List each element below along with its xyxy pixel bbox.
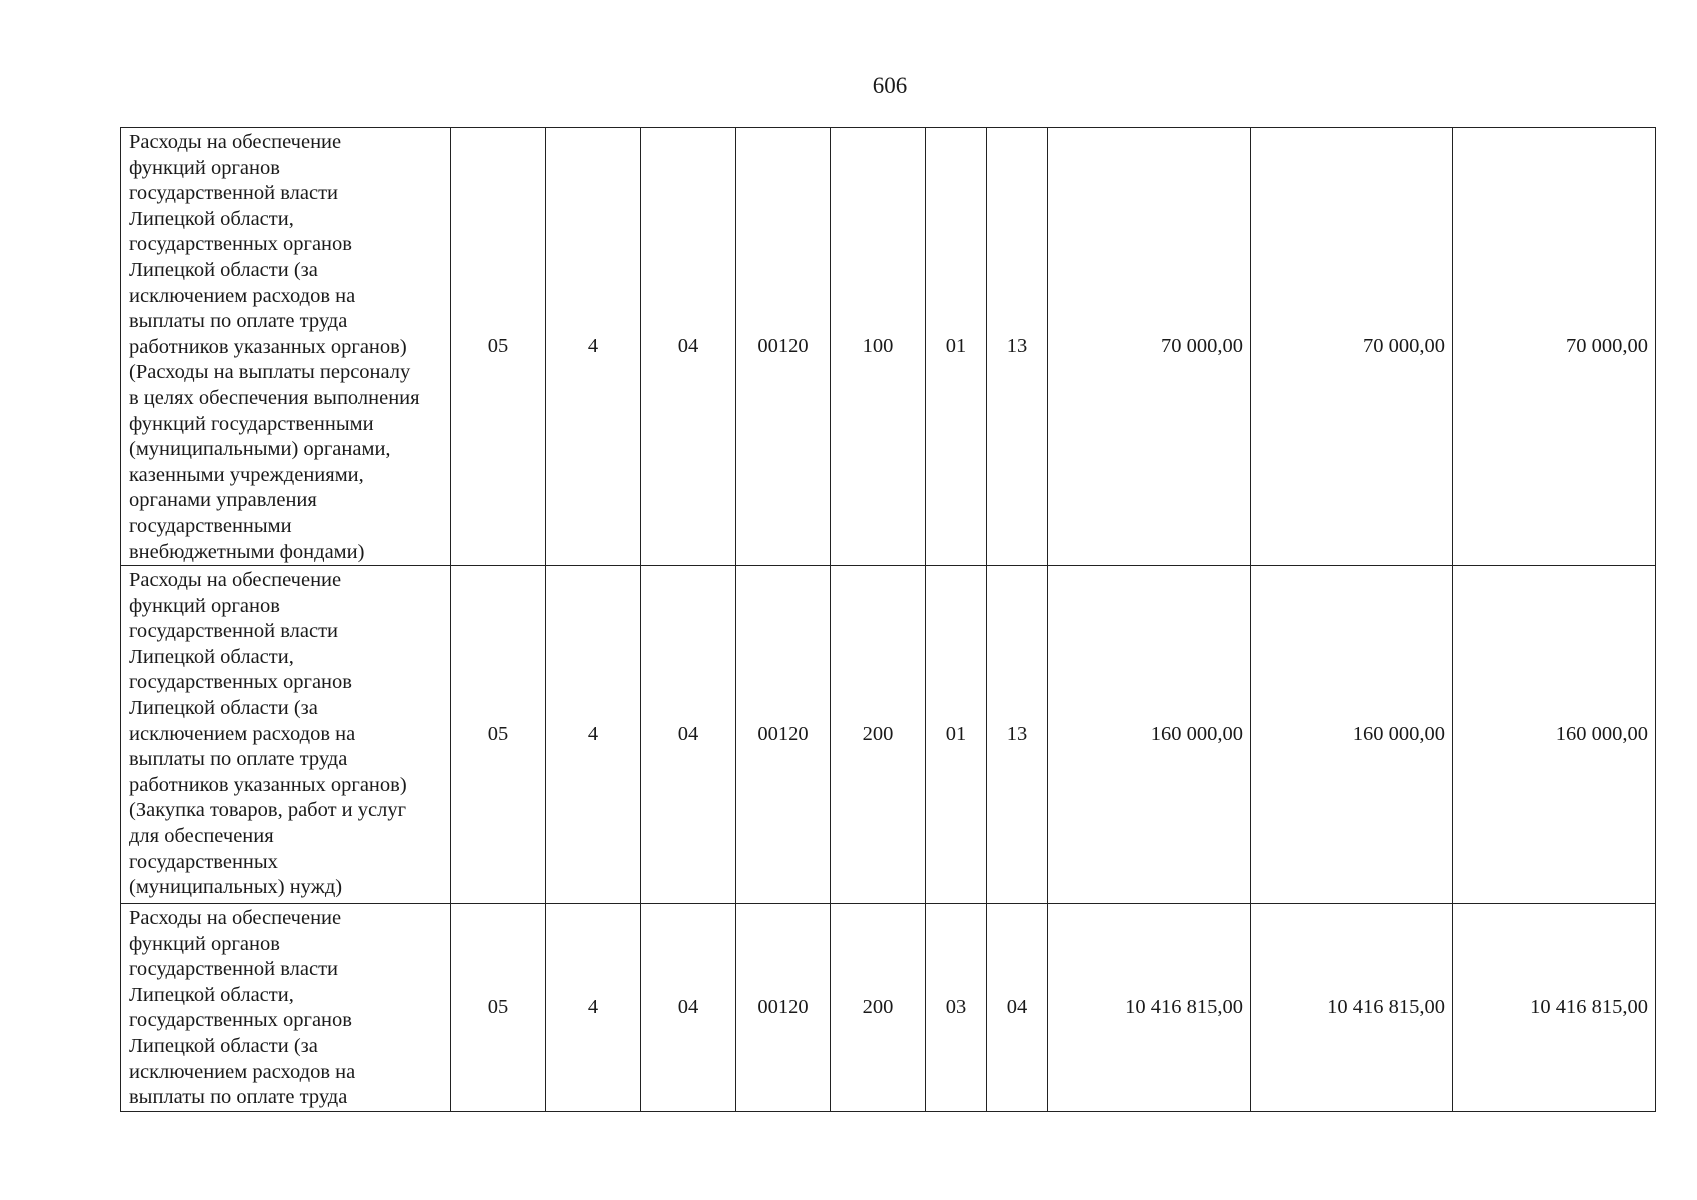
- expense-description: [121, 566, 451, 904]
- description-line: исключением расходов на: [129, 1060, 356, 1083]
- code-cell: 04: [641, 566, 736, 904]
- amount-cell: 10 416 815,00: [1048, 904, 1251, 1112]
- description-line: работников указанных органов): [129, 335, 407, 358]
- description-line: (Закупка товаров, работ и услуг: [129, 799, 407, 822]
- description-line: выплаты по оплате труда: [129, 1086, 348, 1109]
- description-line: (Расходы на выплаты персоналу: [129, 361, 411, 384]
- expense-description: [121, 904, 451, 1112]
- description-line: государственной власти: [129, 182, 338, 205]
- code-cell: 200: [831, 566, 926, 904]
- page-number: 606: [872, 73, 908, 98]
- description-line: (муниципальными) органами,: [129, 438, 391, 461]
- description-line: государственных органов: [129, 233, 352, 256]
- budget-table: [120, 127, 1656, 1112]
- code-cell: 13: [987, 128, 1048, 566]
- description-line: функций органов: [129, 594, 280, 617]
- code-cell: 01: [926, 128, 987, 566]
- amount-cell: 70 000,00: [1048, 128, 1251, 566]
- description-line: государственных органов: [129, 1009, 352, 1032]
- description-line: в целях обеспечения выполнения: [129, 386, 420, 409]
- amount-cell: 10 416 815,00: [1251, 904, 1453, 1112]
- table-row: [121, 904, 1656, 1112]
- code-cell: 05: [451, 904, 546, 1112]
- description-line: (муниципальных) нужд): [129, 876, 343, 899]
- description-line: казенными учреждениями,: [129, 463, 364, 486]
- code-cell: 200: [831, 904, 926, 1112]
- description-line: функций органов: [129, 156, 280, 179]
- code-cell: 00120: [736, 904, 831, 1112]
- description-line: Расходы на обеспечение: [129, 569, 342, 592]
- code-cell: 04: [987, 904, 1048, 1112]
- expense-description: [121, 128, 451, 566]
- code-cell: 00120: [736, 566, 831, 904]
- description-line: Липецкой области (за: [129, 697, 318, 720]
- code-cell: 00120: [736, 128, 831, 566]
- description-line: органами управления: [129, 489, 317, 512]
- code-cell: 03: [926, 904, 987, 1112]
- description-line: Расходы на обеспечение: [129, 131, 342, 153]
- code-cell: 05: [451, 128, 546, 566]
- description-line: исключением расходов на: [129, 722, 356, 745]
- table-row: [121, 566, 1656, 904]
- description-line: государственных органов: [129, 671, 352, 694]
- code-cell: 4: [546, 566, 641, 904]
- description-line: государственной власти: [129, 620, 338, 643]
- description-line: Липецкой области (за: [129, 1035, 318, 1058]
- description-line: Липецкой области (за: [129, 258, 318, 281]
- description-line: Расходы на обеспечение: [129, 907, 342, 930]
- amount-cell: 160 000,00: [1048, 566, 1251, 904]
- code-cell: 4: [546, 128, 641, 566]
- description-line: Липецкой области,: [129, 645, 294, 668]
- code-cell: 04: [641, 128, 736, 566]
- code-cell: 13: [987, 566, 1048, 904]
- description-line: исключением расходов на: [129, 284, 356, 307]
- amount-cell: 160 000,00: [1453, 566, 1656, 904]
- table-row: [121, 128, 1656, 566]
- description-line: внебюджетными фондами): [129, 540, 365, 563]
- description-line: функций государственными: [129, 412, 374, 435]
- code-cell: 04: [641, 904, 736, 1112]
- code-cell: 4: [546, 904, 641, 1112]
- description-line: Липецкой области,: [129, 207, 294, 230]
- description-line: выплаты по оплате труда: [129, 310, 348, 333]
- amount-cell: 70 000,00: [1251, 128, 1453, 566]
- amount-cell: 10 416 815,00: [1453, 904, 1656, 1112]
- description-line: государственных: [129, 850, 278, 873]
- description-line: Липецкой области,: [129, 983, 294, 1006]
- code-cell: 01: [926, 566, 987, 904]
- description-line: для обеспечения: [129, 825, 274, 848]
- amount-cell: 70 000,00: [1453, 128, 1656, 566]
- description-line: выплаты по оплате труда: [129, 748, 348, 771]
- code-cell: 100: [831, 128, 926, 566]
- code-cell: 05: [451, 566, 546, 904]
- description-line: работников указанных органов): [129, 773, 407, 796]
- description-line: функций органов: [129, 932, 280, 955]
- description-line: государственными: [129, 514, 292, 537]
- description-line: государственной власти: [129, 958, 338, 981]
- amount-cell: 160 000,00: [1251, 566, 1453, 904]
